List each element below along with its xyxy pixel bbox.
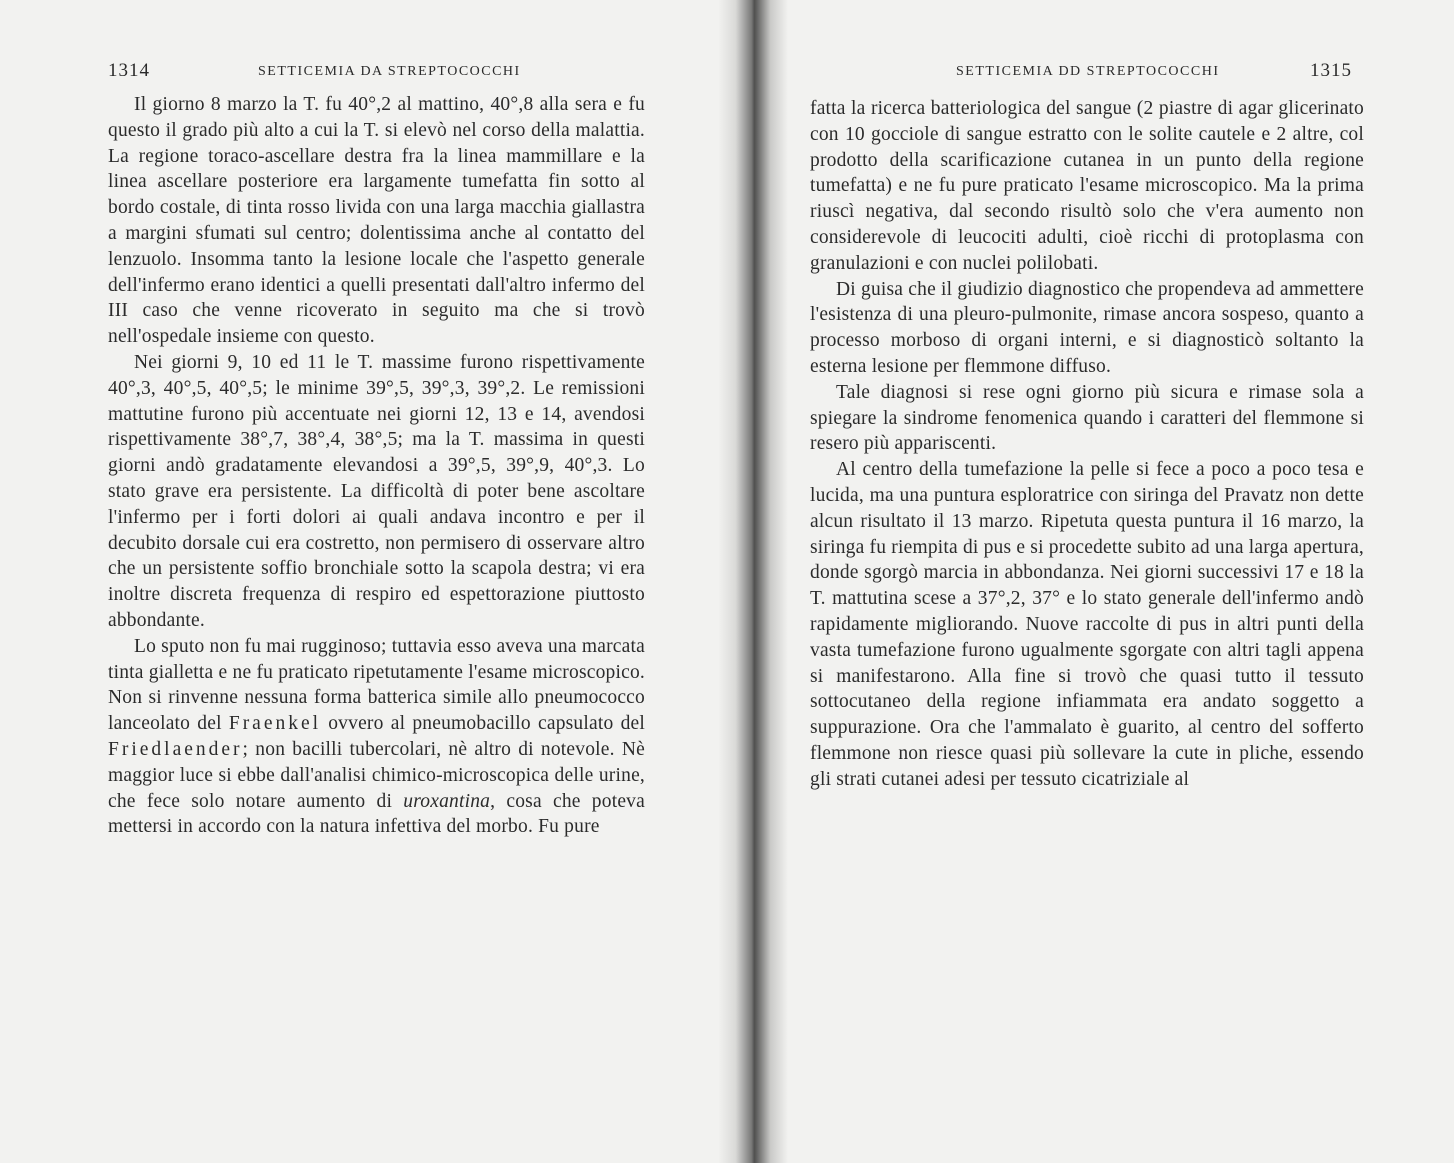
- author-name-friedlaender: Friedlaender: [108, 738, 243, 760]
- running-head-right: SETTICEMIA DD STREPTOCOCCHI: [956, 64, 1220, 79]
- left-paragraph-1: Il giorno 8 marzo la T. fu 40°,2 al mattino, 40°,8 alla sera e fu questo il grado più alto a cui la T. si elevò nel corso della malattia. La regione toraco-ascellare destra fra la linea mammillare e la linea ascellare posteriore era largamente tumefatta fin sotto al bordo costale, di tinta rosso livida con una larga macchia giallastra a margini sfumati sul centro; dolentissima anche al contatto del lenzuolo. Insomma tanto la lesione locale che l'aspetto generale dell'infermo erano identici a quelli presentati dall'altro infermo del III caso che venne ricoverato in seguito ma che si trovò nell'ospedale insieme con questo.: [108, 94, 645, 348]
- page-number-right: 1315: [1310, 60, 1352, 81]
- running-head-left: SETTICEMIA DA STREPTOCOCCHI: [258, 64, 521, 79]
- paragraph-3-text-1: Lo sputo non fu mai rugginoso; tuttavia esso aveva una marcata tinta gialletta e ne fu praticato ripetutamente l'esame microscopico. Non si rinvenne nessuna forma batterica simile allo pneumococco lanceolato del: [108, 635, 645, 735]
- right-page: [744, 0, 1454, 1163]
- right-paragraph-4: Al centro della tumefazione la pelle si fece a poco a poco tesa e lucida, ma una puntura esploratrice con siringa del Pravatz non dette alcun risultato il 13 marzo. Ripetuta questa puntura il 16 marzo, la siringa fu riempita di pus e si procedette subito ad una larga apertura, donde sgorgò marcia in abbondanza. Nei giorni successivi 17 e 18 la T. mattutina scese a 37°,2, 37° e lo stato generale dell'infermo andò rapidamente migliorando. Nuove raccolte di pus in altri punti della vasta tumefazione furono ugualmente sgorgate con altri tagli appena si manifestarono. Alla fine si trovò che quasi tutto il tessuto sottocutaneo della regione infiammata era andato soggetto a suppurazione. Ora che l'ammalato è guarito, al centro del sofferto flemmone non riesce quasi più sollevare la cute in pliche, essendo gli strati cutanei adesi per tessuto cicatriziale al: [810, 459, 1364, 790]
- left-page-body: [108, 92, 645, 840]
- italic-term-uroxantina: uroxantina: [403, 790, 491, 812]
- left-paragraph-3: [108, 634, 645, 840]
- right-paragraph-1: fatta la ricerca batteriologica del sangue (2 piastre di agar glicerinato con 10 gocciole di sangue estratto con le solite cautele e 2 altre, col prodotto della scarificazione cutanea in un punto della regione tumefatta) e ne fu pure praticato l'esame microscopico. Ma la prima riuscì negativa, dal secondo risultò solo che v'era aumento non considerevole di leucociti adulti, cioè ricchi di protoplasma con granulazioni e con nuclei polilobati.: [810, 98, 1364, 274]
- right-paragraph-2: Di guisa che il giudizio diagnostico che propendeva ad ammettere l'esistenza di una pleuro-pulmonite, rimase ancora sospeso, quanto a processo morboso di organi interni, e si diagnosticò soltanto la esterna lesione per flemmone diffuso.: [810, 278, 1364, 377]
- author-name-fraenkel: Fraenkel: [228, 713, 322, 735]
- right-page-body: [810, 96, 1364, 793]
- paragraph-3-text-4: , cosa che poteva mettersi in accordo con la natura infettiva del morbo. Fu pure: [108, 790, 645, 838]
- page-number-left: 1314: [108, 60, 150, 81]
- left-paragraph-2: Nei giorni 9, 10 ed 11 le T. massime furono rispettivamente 40°,3, 40°,5, 40°,5; le minime 39°,5, 39°,3, 39°,2. Le remissioni mattutine furono più accentuate nei giorni 12, 13 e 14, avendosi rispettivamente 38°,7, 38°,4, 38°,5; ma la T. massima in questi giorni andò gradatamente elevandosi a 39°,5, 39°,9, 40°,3. Lo stato grave era persistente. La difficoltà di poter bene ascoltare l'infermo per i forti dolori ai quali andava incontro e per il decubito dorsale cui era costretto, non permisero di osservare altro che un persistente soffio bronchiale sotto la scapola destra; vi era inoltre discreta frequenza di respiro ed espettorazione piuttosto abbondante.: [108, 351, 645, 631]
- right-paragraph-3: Tale diagnosi si rese ogni giorno più sicura e rimase sola a spiegare la sindrome fenomenica quando i caratteri del flemmone si resero più appariscenti.: [810, 381, 1364, 455]
- paragraph-3-text-3: ; non bacilli tubercolari, nè altro di notevole. Nè maggior luce si ebbe dall'analisi chimico-microscopica delle urine, che fece solo notare aumento di: [108, 738, 645, 812]
- paragraph-3-text-2: ovvero al pneumobacillo capsulato del: [321, 713, 645, 735]
- book-gutter-shadow: [718, 0, 788, 1163]
